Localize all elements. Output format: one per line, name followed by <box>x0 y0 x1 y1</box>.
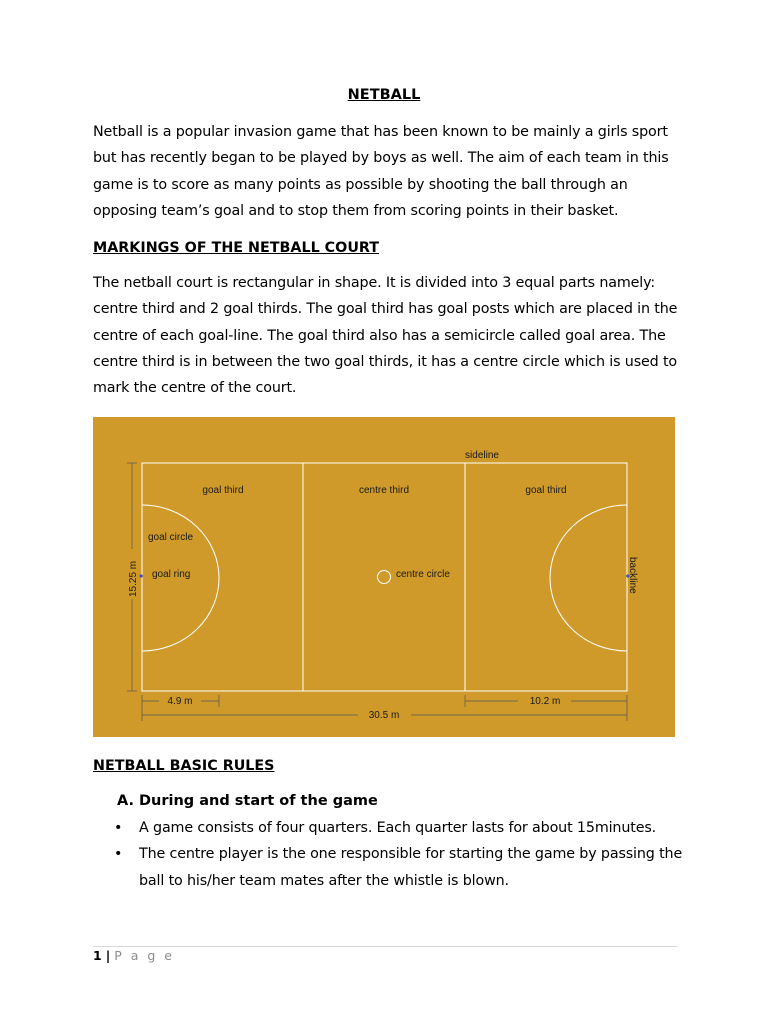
rules-bullet-list <box>114 815 684 894</box>
list-item <box>114 841 684 894</box>
goal-third-left-label: goal third <box>202 485 244 496</box>
intro-paragraph <box>93 119 683 224</box>
section-a-label: A. <box>117 793 134 809</box>
footer-separator: | <box>105 948 111 963</box>
markings-heading: MARKINGS OF THE NETBALL COURT <box>93 240 380 256</box>
bullet-text: ball to his/her team mates after the whistle is blown. <box>139 872 509 889</box>
bullet-text: A game consists of four quarters. Each quarter lasts for about 15minutes. <box>139 820 657 836</box>
markings-line: centre of each goal-line. The goal third also has a semicircle called goal area. The <box>93 327 666 344</box>
footer-divider <box>93 946 677 947</box>
intro-line: game is to score as many points as possible by shooting the ball through an <box>93 176 628 193</box>
centre-third-label: centre third <box>358 485 410 496</box>
bullet-icon: • <box>114 846 123 863</box>
goal-circle-label: goal circle <box>148 532 194 543</box>
length-dimension-label: 30.5 m <box>368 710 400 721</box>
centre-circle-label: centre circle <box>396 569 450 580</box>
markings-line: centre third is in between the two goal thirds, it has a centre circle which is used to <box>93 353 678 370</box>
page-word: P a g e <box>114 948 175 963</box>
markings-line: centre third and 2 goal thirds. The goal third has goal posts which are placed in the <box>93 301 678 318</box>
page-title: NETBALL <box>347 87 421 103</box>
goal-ring-label: goal ring <box>152 569 191 580</box>
third-dimension-label: 10.2 m <box>529 696 561 707</box>
netball-court-diagram <box>93 417 675 737</box>
markings-line: mark the centre of the court. <box>93 380 297 397</box>
backline-label: backline <box>627 557 638 594</box>
goal-ring-left <box>139 574 142 577</box>
sideline-label: sideline <box>465 450 499 461</box>
radius-dimension-label: 4.9 m <box>167 696 193 707</box>
section-a-heading <box>117 793 378 809</box>
markings-paragraph <box>93 270 683 401</box>
markings-line: The netball court is rectangular in shape. It is divided into 3 equal parts namely: <box>93 275 656 291</box>
list-item <box>114 815 684 841</box>
rules-heading: NETBALL BASIC RULES <box>93 758 275 774</box>
page-number: 1 <box>93 948 102 963</box>
intro-line: but has recently began to be played by boys as well. The aim of each team in this <box>93 150 669 167</box>
page-footer <box>93 948 175 963</box>
bullet-icon: • <box>114 820 123 836</box>
intro-line: Netball is a popular invasion game that has been known to be mainly a girls sport <box>93 124 668 140</box>
width-dimension-label: 15.25 m <box>128 560 139 597</box>
intro-line: opposing team’s goal and to stop them from scoring points in their basket. <box>93 202 619 219</box>
goal-third-right-label: goal third <box>525 485 567 496</box>
section-a-title: During and start of the game <box>139 793 378 809</box>
bullet-text: The centre player is the one responsible for starting the game by passing the <box>139 846 683 863</box>
